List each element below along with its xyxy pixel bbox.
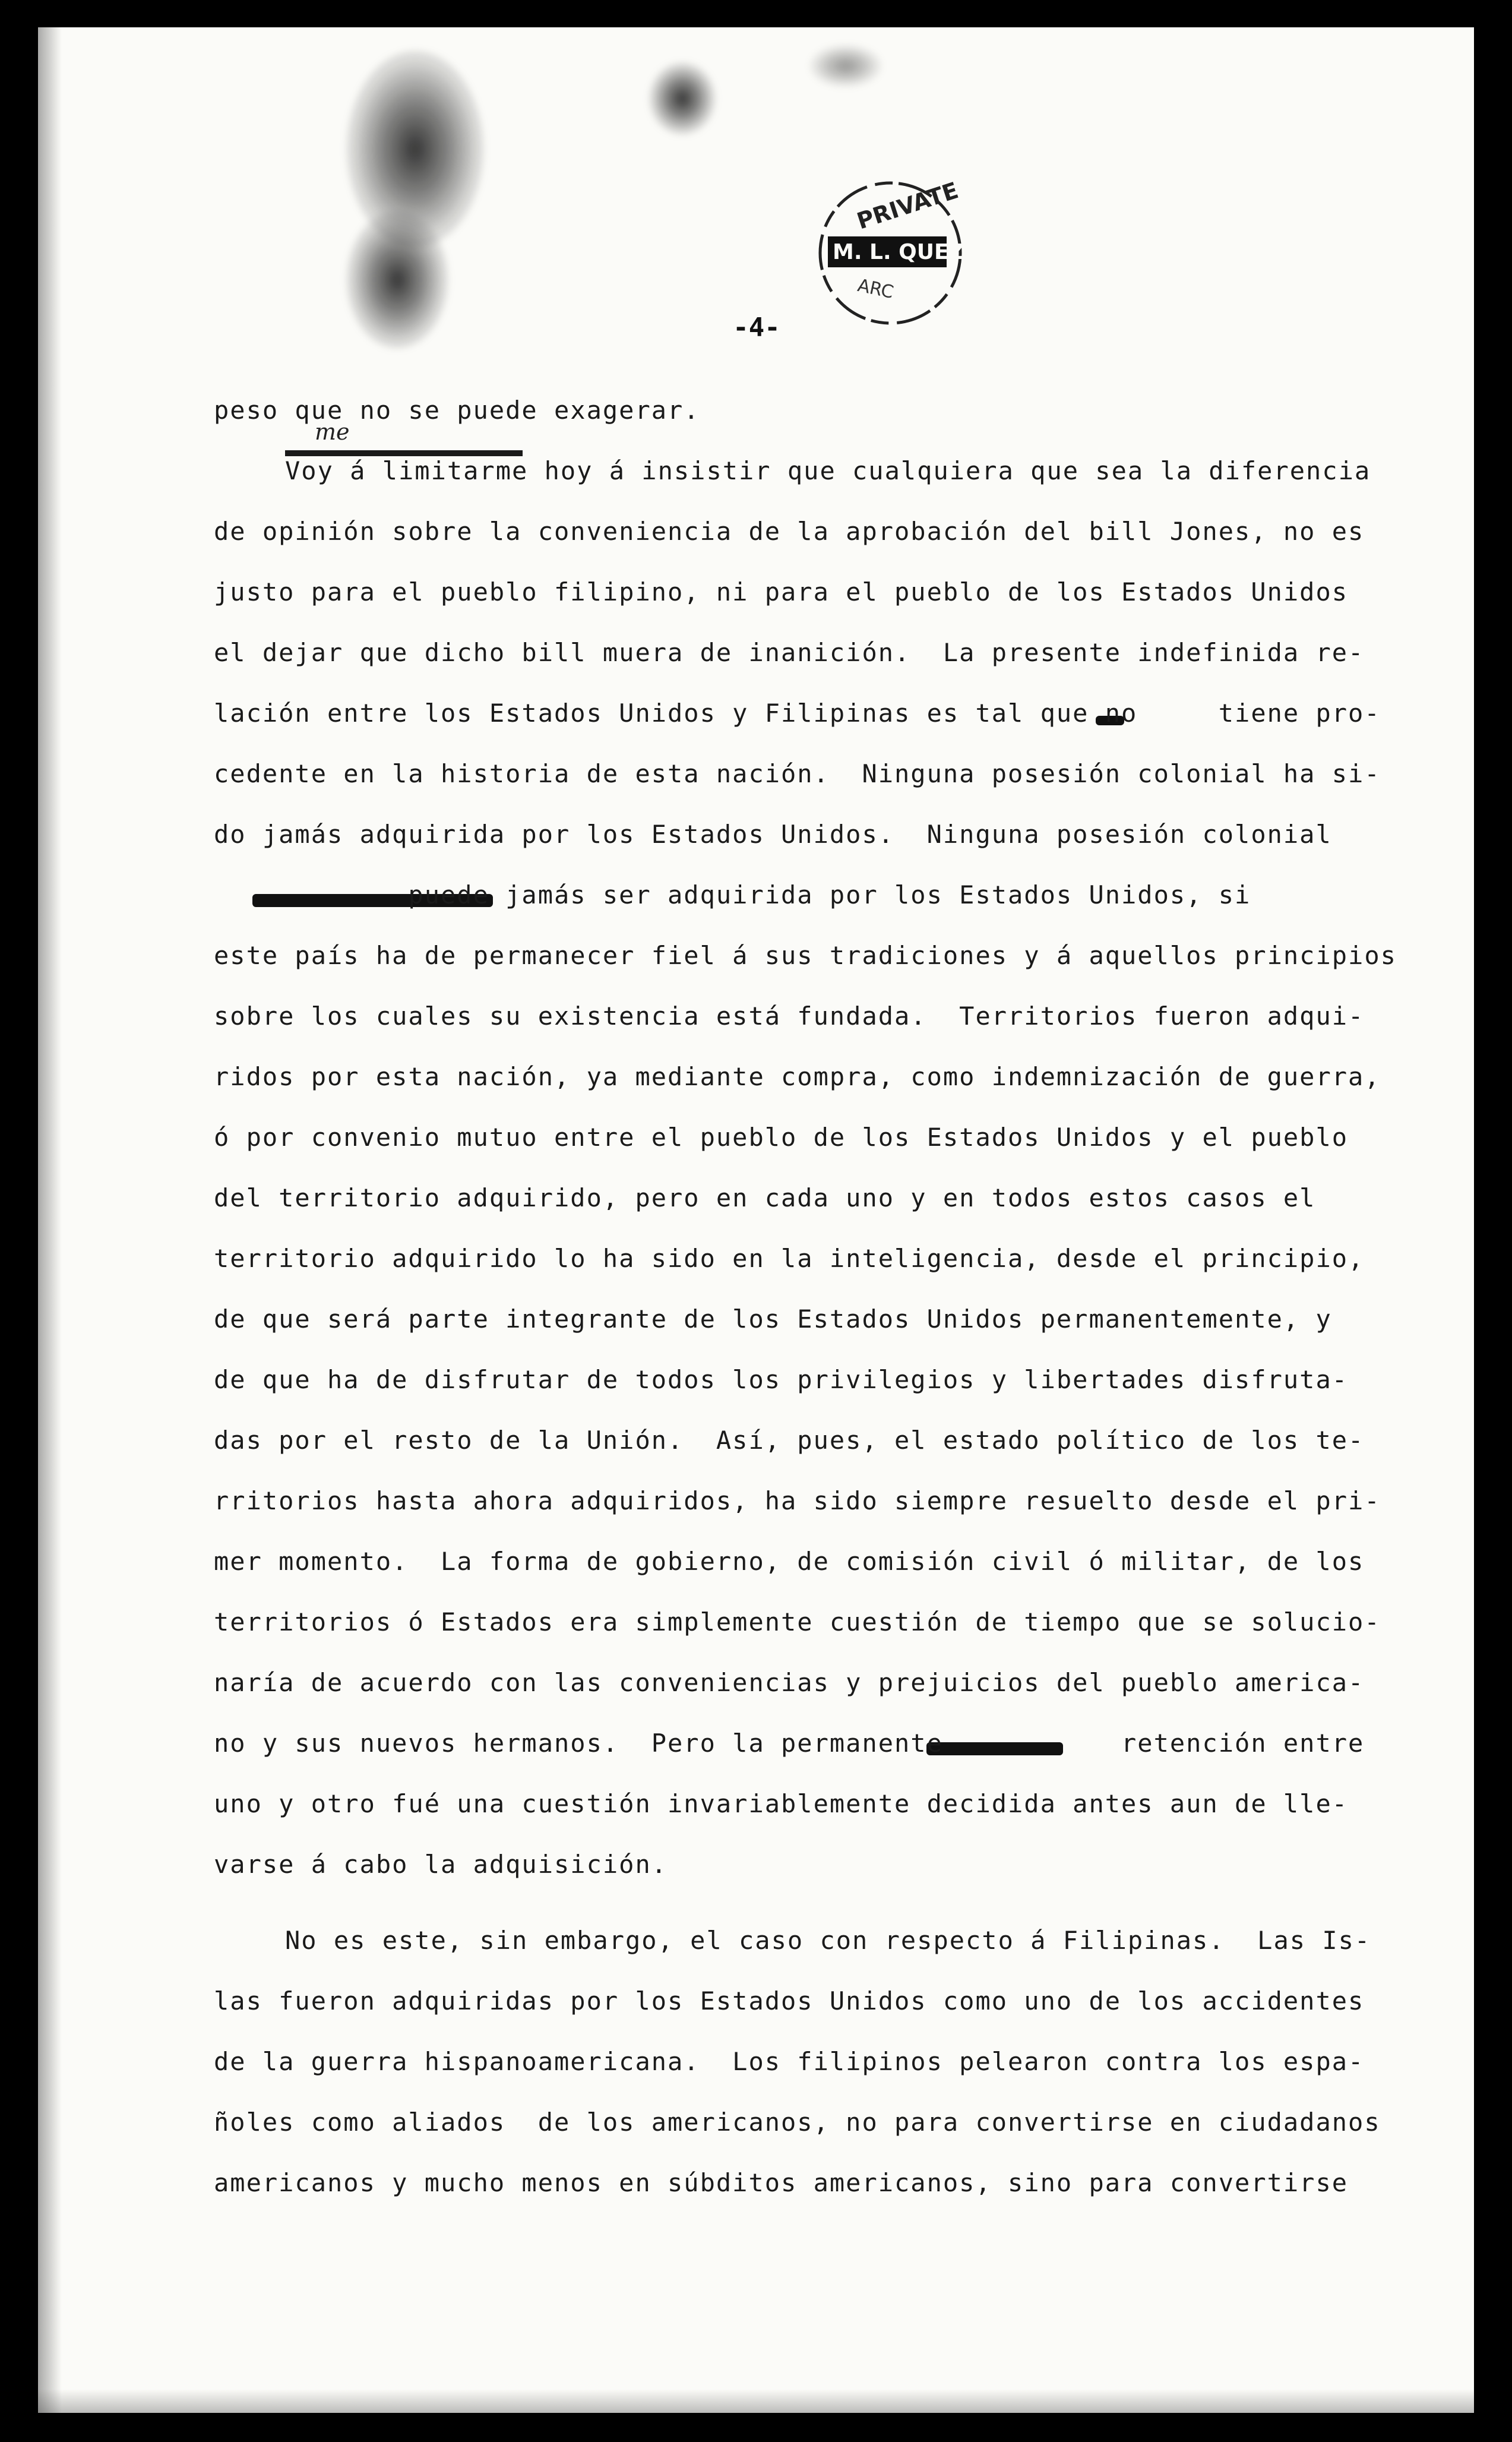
stamp-line-private: PRIVATE	[853, 177, 961, 235]
page-number: -4-	[733, 312, 780, 343]
text-line: mer momento. La forma de gobierno, de comisión civil ó militar, de los	[214, 1547, 1365, 1576]
text-line: das por el resto de la Unión. Así, pues, el estado político de los te-	[214, 1426, 1365, 1455]
letter-body	[214, 380, 1397, 2213]
text-line: las fueron adquiridas por los Estados Unidos como uno de los accidentes	[214, 1986, 1365, 2015]
archive-stamp	[792, 176, 1001, 330]
text-line: de que ha de disfrutar de todos los privilegios y libertades disfruta-	[214, 1365, 1349, 1394]
text-line: naría de acuerdo con las conveniencias y prejuicios del pueblo america-	[214, 1668, 1365, 1697]
text-line: puede jamás ser adquirida por los Estados Unidos, si	[214, 880, 1251, 909]
text-line: del territorio adquirido, pero en cada uno y en todos estos casos el	[214, 1183, 1316, 1212]
ink-smudge	[810, 45, 881, 87]
text-line: peso que no se puede exagerar.	[214, 396, 700, 425]
text-line: de que será parte integrante de los Estados Unidos permanentemente, y	[214, 1304, 1332, 1334]
text-line: ñoles como aliados de los americanos, no para convertirse en ciudadanos	[214, 2108, 1381, 2137]
scan-edge-shadow-bottom	[38, 2389, 1474, 2413]
text-line: No es este, sin embargo, el caso con respecto á Filipinas. Las Is-	[285, 1926, 1371, 1955]
stamp-line-name: M. L. QUEZON	[833, 240, 1001, 264]
text-line: cedente en la historia de esta nación. Ninguna posesión colonial ha si-	[214, 759, 1381, 788]
text-line: americanos y mucho menos en súbditos americanos, sino para convertirse	[214, 2168, 1349, 2197]
stamp-line-archive: ARC	[855, 275, 896, 304]
text-line: Voy á limitarme hoy á insistir que cualquiera que sea la diferencia	[285, 456, 1371, 485]
ink-smudge	[650, 63, 715, 134]
text-line: este país ha de permanecer fiel á sus tradiciones y á aquellos principios	[214, 941, 1397, 970]
text-line: lación entre los Estados Unidos y Filipinas es tal que no tiene pro-	[214, 699, 1381, 728]
ink-smudge	[347, 211, 448, 348]
text-line: territorio adquirido lo ha sido en la inteligencia, desde el principio,	[214, 1244, 1365, 1273]
scan-edge-shadow-left	[38, 27, 62, 2413]
text-line: de opinión sobre la conveniencia de la aprobación del bill Jones, no es	[214, 517, 1365, 546]
text-line: territorios ó Estados era simplemente cuestión de tiempo que se solucio-	[214, 1607, 1381, 1637]
text-line: ó por convenio mutuo entre el pueblo de los Estados Unidos y el pueblo	[214, 1123, 1349, 1152]
handwritten-insert-mark: me	[315, 419, 350, 445]
text-line: justo para el pueblo filipino, ni para el pueblo de los Estados Unidos	[214, 577, 1349, 606]
text-line: do jamás adquirida por los Estados Unidos. Ninguna posesión colonial	[214, 820, 1332, 849]
text-line: uno y otro fué una cuestión invariablemente decidida antes aun de lle-	[214, 1789, 1349, 1818]
text-line: varse á cabo la adquisición.	[214, 1850, 668, 1879]
text-line: de la guerra hispanoamericana. Los filipinos pelearon contra los espa-	[214, 2047, 1365, 2076]
text-line: sobre los cuales su existencia está fundada. Territorios fueron adqui-	[214, 1002, 1365, 1031]
text-line: no y sus nuevos hermanos. Pero la permanente retención entre	[214, 1729, 1365, 1758]
text-line: el dejar que dicho bill muera de inanición. La presente indefinida re-	[214, 638, 1365, 667]
text-line: rritorios hasta ahora adquiridos, ha sido siempre resuelto desde el pri-	[214, 1486, 1381, 1515]
text-line: ridos por esta nación, ya mediante compra, como indemnización de guerra,	[214, 1062, 1381, 1091]
